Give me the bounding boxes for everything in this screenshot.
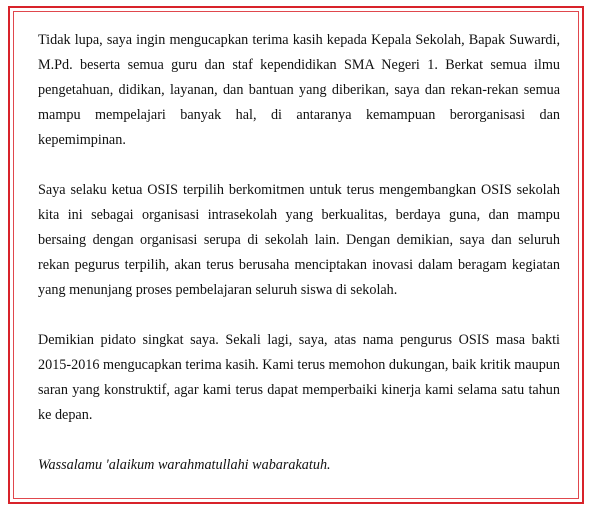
paragraph-commitment: Saya selaku ketua OSIS terpilih berkomitmen untuk terus mengembangkan OSIS sekolah kita ini sebagai organisasi intrasekolah yang berkualitas, berdaya guna, dan mampu bersaing dengan organisasi serupa di sekolah lain. Dengan demikian, saya dan seluruh rekan pegurus terpilih, akan terus berusaha menciptakan inovasi dalam beragam kegiatan yang menunjang proses pembelajaran seluruh siswa di sekolah. (38, 182, 560, 298)
paragraph-thanks: Tidak lupa, saya ingin mengucapkan terima kasih kepada Kepala Sekolah, Bapak Suwardi, M.Pd. beserta semua guru dan staf kependidikan SMA Negeri 1. Berkat semua ilmu pengetahuan, didikan, layanan, dan bantuan yang diberikan, saya dan rekan-rekan semua mampu mempelajari banyak hal, di antaranya kemampuan berorganisasi dan kepemimpinan. (38, 32, 560, 148)
speech-text-block (38, 28, 560, 478)
closing-greeting: Wassalamu 'alaikum warahmatullahi wabarakatuh. (38, 457, 331, 473)
paragraph-conclusion: Demikian pidato singkat saya. Sekali lagi, saya, atas nama pengurus OSIS masa bakti 2015-2016 mengucapkan terima kasih. Kami terus memohon dukungan, baik kritik maupun saran yang konstruktif, agar kami terus dapat memperbaiki kinerja kami selama satu tahun ke depan. (38, 332, 560, 423)
